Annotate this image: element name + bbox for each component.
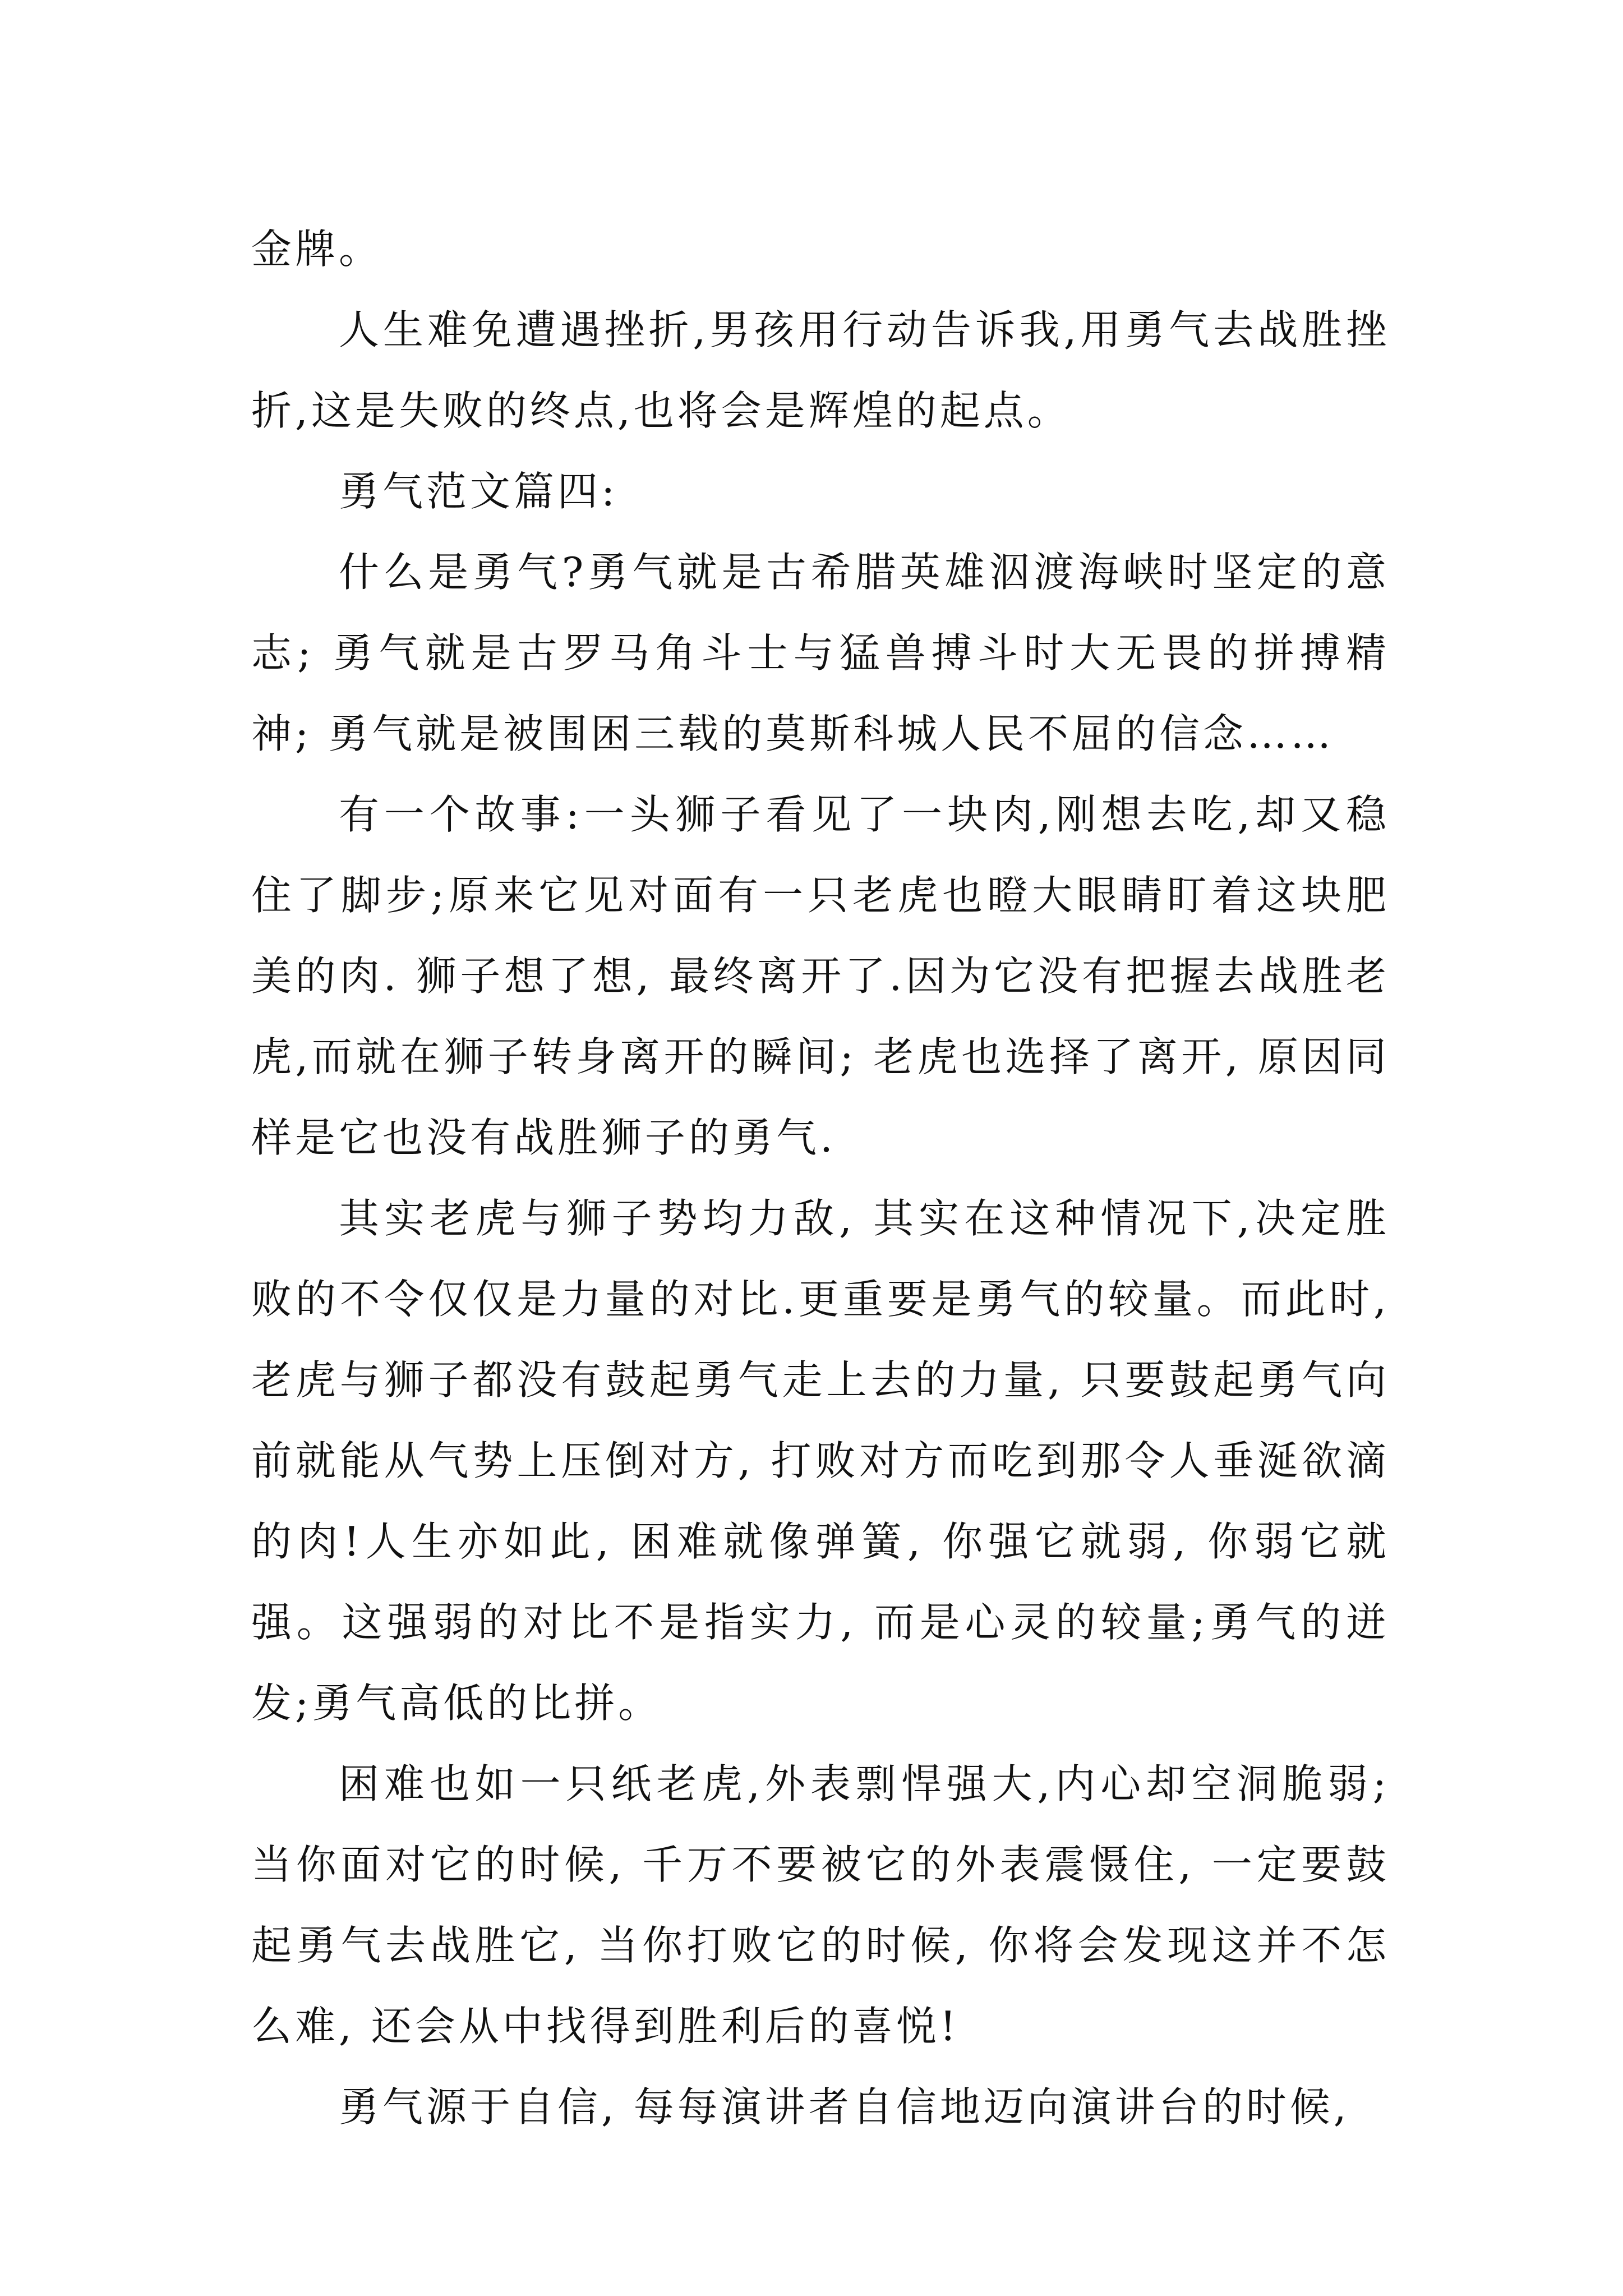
- paragraph-2: 人生难免遭遇挫折,男孩用行动告诉我,用勇气去战胜挫折,这是失败的终点,也将会是辉煌的起点。: [251, 306, 1390, 434]
- paragraph-4: 什么是勇气?勇气就是古希腊英雄泅渡海峡时坚定的意志; 勇气就是古罗马角斗士与猛兽搏斗时大无畏的拼搏精神; 勇气就是被围困三载的莫斯科城人民不屈的信念……: [251, 549, 1390, 757]
- paragraph-5: 有一个故事:一头狮子看见了一块肉,刚想去吃,却又稳住了脚步;原来它见对面有一只老虎也瞪大眼睛盯着这块肥美的肉. 狮子想了想, 最终离开了.因为它没有把握去战胜老虎,而就在狮子转身离开的瞬间; 老虎也选择了离开, 原因同样是它也没有战胜狮子的勇气.: [251, 791, 1390, 1161]
- paragraph-6: 其实老虎与狮子势均力敌, 其实在这种情况下,决定胜败的不令仅仅是力量的对比.更重要是勇气的较量。而此时, 老虎与狮子都没有鼓起勇气走上去的力量, 只要鼓起勇气向前就能从气势上压倒对方, 打败对方而吃到那令人垂涎欲滴的肉!人生亦如此, 困难就像弹簧, 你强它就弱, 你弱它就强。这强弱的对比不是指实力, 而是心灵的较量;勇气的迸发;勇气高低的比拼。: [251, 1195, 1390, 1727]
- document-body: [251, 209, 1390, 2147]
- section-heading: 勇气范文篇四:: [339, 468, 619, 515]
- paragraph-7: 困难也如一只纸老虎,外表剽悍强大,内心却空洞脆弱; 当你面对它的时候, 千万不要被它的外表震慑住, 一定要鼓起勇气去战胜它, 当你打败它的时候, 你将会发现这并不怎么难, 还会从中找得到胜利后的喜悦!: [251, 1760, 1390, 2050]
- paragraph-1: 金牌。: [251, 226, 383, 273]
- paragraph-8: 勇气源于自信, 每每演讲者自信地迈向演讲台的时候,: [339, 2083, 1350, 2131]
